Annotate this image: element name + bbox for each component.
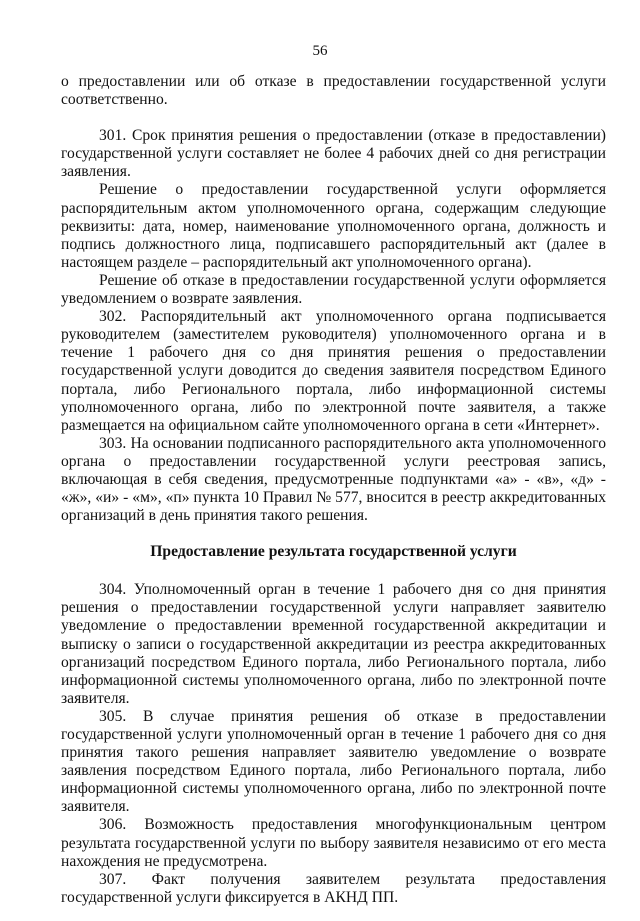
paragraph-301: 301. Срок принятия решения о предоставлении (отказе в предоставлении) государственной услуги составляет не более 4 рабочих дней со дня регистрации заявления. bbox=[61, 127, 606, 181]
paragraph-306: 306. Возможность предоставления многофункциональным центром результата государственной услуги по выбору заявителя независимо от его места нахождения не предусмотрена. bbox=[61, 816, 606, 870]
paragraph-307: 307. Факт получения заявителем результата предоставления государственной услуги фиксируется в АКНД ПП. bbox=[61, 870, 606, 906]
paragraph-305: 305. В случае принятия решения об отказе в предоставлении государственной услуги уполномоченный орган в течение 1 рабочего дня со дня принятия такого решения направляет заявителю уведомление о возврате заявления посредством Единого портала, либо Регионального портала, либо информационной системы уполномоченного органа, либо по электронной почте заявителя. bbox=[61, 707, 606, 816]
paragraph-301-refusal: Решение об отказе в предоставлении государственной услуги оформляется уведомлением о возврате заявления. bbox=[61, 271, 606, 308]
paragraph-intro-continuation: о предоставлении или об отказе в предоставлении государственной услуги соответственно. bbox=[61, 73, 606, 109]
paragraph-304: 304. Уполномоченный орган в течение 1 рабочего дня со дня принятия решения о предоставлении государственной услуги направляет заявителю уведомление о предоставлении временной государственной аккредитации и выписку о записи о государственной аккредитации из реестра аккредитованных организаций посредством Единого портала, либо Регионального портала, либо информационной системы уполномоченного органа, либо по электронной почте заявителя. bbox=[61, 581, 606, 707]
paragraph-302: 302. Распорядительный акт уполномоченного органа подписывается руководителем (заместителем руководителя) уполномоченного органа и в течение 1 рабочего дня со дня принятия решения о предоставлении государственной услуги доводится до сведения заявителя посредством Единого портала, либо Регионального портала, либо информационной системы уполномоченного органа, либо по электронной почте заявителя, а также размещается на официальном сайте уполномоченного органа в сети «Интернет». bbox=[61, 308, 606, 434]
document-body bbox=[61, 73, 606, 907]
page-number: 56 bbox=[312, 43, 328, 59]
section-heading: Предоставление результата государственной услуги bbox=[150, 543, 517, 561]
paragraph-303: 303. На основании подписанного распорядительного акта уполномоченного органа о предоставлении государственной услуги реестровая запись, включающая в себя сведения, предусмотренные подпунктами «а» - «в», «д» - «ж», «и» - «м», «п» пункта 10 Правил № 577, вносится в реестр аккредитованных организаций в день принятия такого решения. bbox=[61, 434, 606, 525]
paragraph-301-decision: Решение о предоставлении государственной услуги оформляется распорядительным актом уполномоченного органа, содержащим следующие реквизиты: дата, номер, наименование уполномоченного органа, должность и подпись должностного лица, подписавшего распорядительный акт (далее в настоящем разделе – распорядительный акт уполномоченного органа). bbox=[61, 181, 606, 271]
